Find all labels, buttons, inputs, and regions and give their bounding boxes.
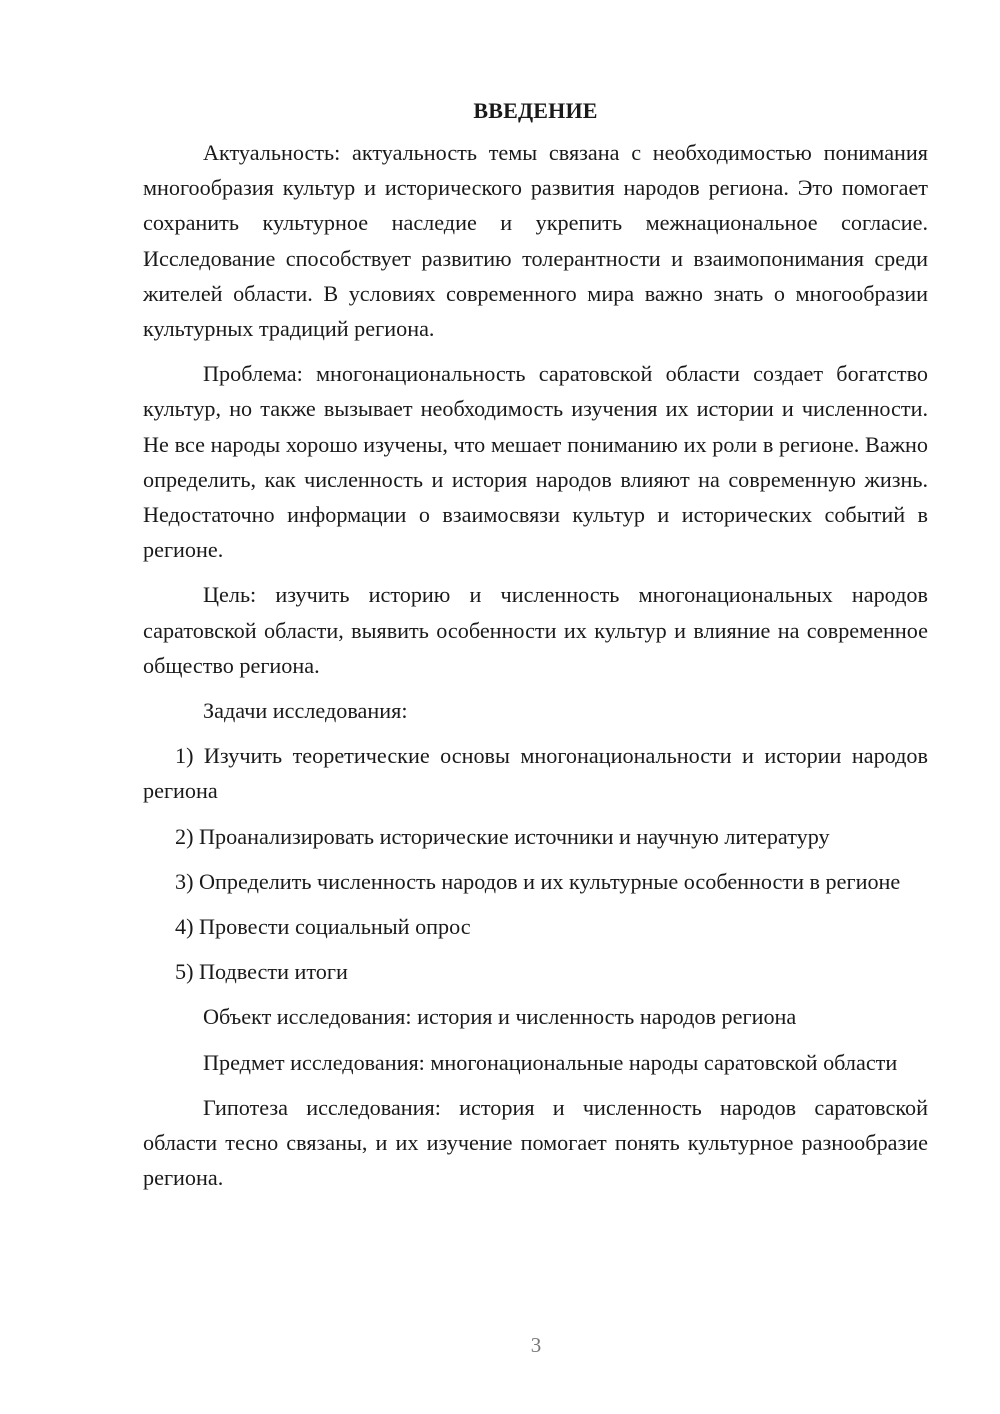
tasks-title: Задачи исследования:	[203, 698, 408, 724]
section-heading: ВВЕДЕНИЕ	[473, 98, 598, 123]
relevance-paragraph: Актуальность: актуальность темы связана с необходимостью понимания многообразия культур и исторического развития народов региона. Это помогает сохранить культурное наследие и укрепить межнациональное согласие. Исследование способствует развитию толерантности и взаимопонимания среди жителей области. В условиях современного мира важно знать о многообразии культурных традиций региона.	[143, 140, 928, 342]
subject-paragraph: Предмет исследования: многонациональные народы саратовской области	[203, 1049, 898, 1075]
task-item-2: 2) Проанализировать исторические источники и научную литературу	[175, 823, 830, 849]
problem-paragraph: Проблема: многонациональность саратовской области создает богатство культур, но также вызывает необходимость изучения их истории и численности. Не все народы хорошо изучены, что мешает пониманию их роли в регионе. Важно определить, как численность и история народов влияют на современную жизнь. Недостаточно информации о взаимосвязи культур и исторических событий в регионе.	[143, 361, 928, 563]
document-page	[143, 96, 928, 1205]
task-item-5: 5) Подвести итоги	[175, 959, 348, 985]
page-number: 3	[530, 1333, 542, 1357]
task-item-3: 3) Определить численность народов и их культурные особенности в регионе	[175, 868, 901, 894]
hypothesis-paragraph: Гипотеза исследования: история и численность народов саратовской области тесно связаны, и их изучение помогает понять культурное разнообразие региона.	[143, 1094, 928, 1191]
object-paragraph: Объект исследования: история и численность народов региона	[203, 1004, 797, 1030]
task-item-1: 1) Изучить теоретические основы многонациональности и истории народов региона	[143, 743, 928, 804]
goal-paragraph: Цель: изучить историю и численность многонациональных народов саратовской области, выявить особенности их культур и влияние на современное общество региона.	[143, 582, 928, 678]
task-item-4: 4) Провести социальный опрос	[175, 914, 471, 940]
